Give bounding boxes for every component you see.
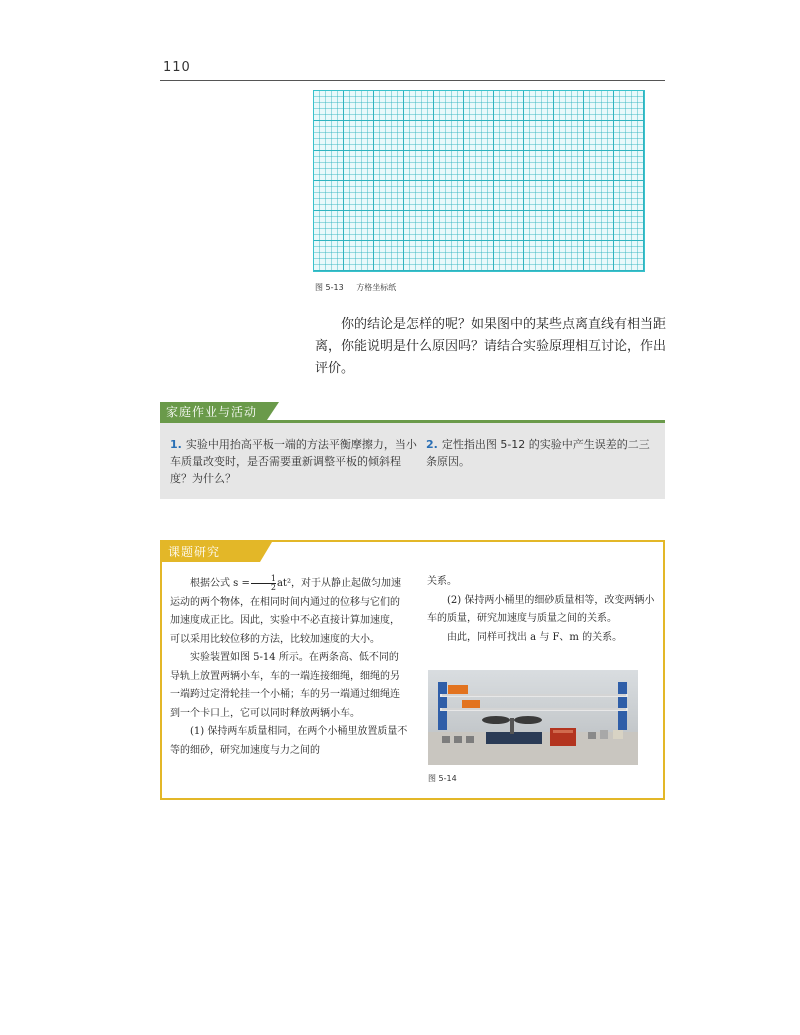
fraction-numerator: 1 [270,574,276,583]
research-paragraph: (2) 保持两小桶里的细砂质量相等，改变两辆小车的质量，研究加速度与质量之间的关系。 [427,594,655,624]
homework-item-text: 定性指出图 5-12 的实验中产生误差的二三条原因。 [426,438,650,468]
homework-item [170,436,420,487]
homework-title: 家庭作业与活动 [160,402,265,423]
research-paragraph: 由此，同样可找出 a 与 F、m 的关系。 [447,631,623,643]
homework-item [426,436,656,470]
research-paragraph-continued: 关系。 [427,576,457,587]
graph-paper-figure [313,90,645,272]
research-title-tail [260,542,272,562]
homework-item-number: 2. [426,438,438,451]
research-title: 课题研究 [162,542,260,562]
research-paragraph [170,575,408,649]
research-left-column [170,575,408,760]
figure-label: 图 5-13 [315,283,344,292]
formula-suffix: at²，对于从静止起做匀加速运动的两个物体，在相同时间内通过的位移与它们的加速度成正比。因此，实验中不必直接计算加速度，可以采用比较位移的方法，比较加速度的大小。 [170,578,401,645]
header-rule [160,80,665,81]
figure-title: 方格坐标纸 [356,283,397,292]
research-paragraph: (1) 保持两车质量相同，在两个小桶里放置质量不等的细砂，研究加速度与力之间的 [170,726,408,756]
homework-item-text: 实验中用抬高平板一端的方法平衡摩擦力，当小车质量改变时，是否需要重新调整平板的倾斜程度？为什么？ [170,438,417,485]
fraction-denominator: 2 [251,583,276,592]
homework-item-number: 1. [170,438,182,451]
figure-5-14-caption: 图 5-14 [428,774,457,783]
research-paragraph: 实验装置如图 5-14 所示。在两条高、低不同的导轨上放置两辆小车，车的一端连接细绳，细绳的另一端跨过定滑轮挂一个小桶；车的另一端通过细绳连到一个卡口上，它可以同时释放两辆小车。 [170,652,400,719]
body-paragraph: 你的结论是怎样的呢？如果图中的某些点离直线有相当距离，你能说明是什么原因吗？请结合实验原理相互讨论，作出评价。 [315,317,667,376]
research-right-column [427,573,655,647]
formula-prefix: 根据公式 s = [190,578,250,589]
apparatus-illustration [428,670,638,765]
figure-5-13-caption [315,282,396,293]
apparatus-photo [428,670,638,765]
homework-header [160,402,665,423]
fraction [251,575,276,592]
page-number: 110 [163,60,191,75]
